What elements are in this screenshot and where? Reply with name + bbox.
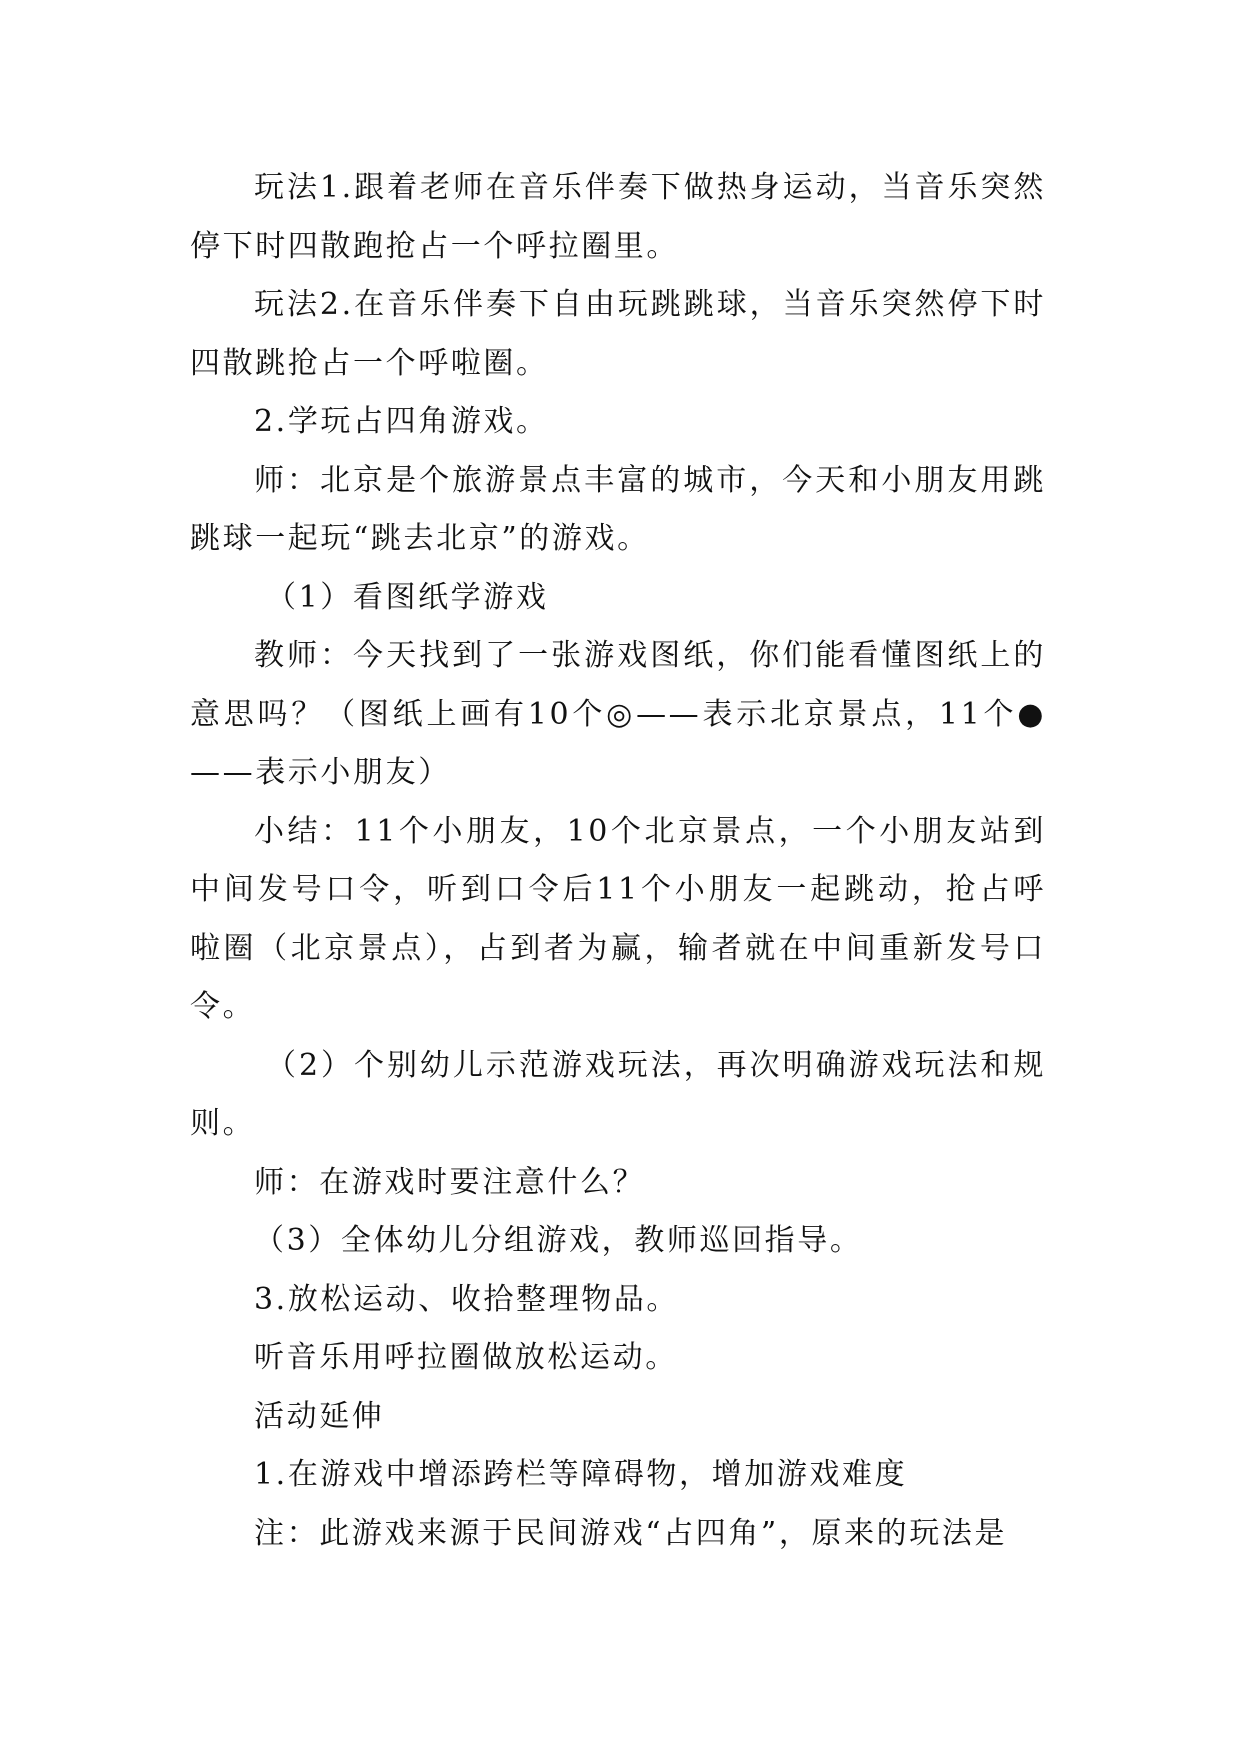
- paragraph-teacher-intro: 师：北京是个旅游景点丰富的城市，今天和小朋友用跳跳球一起玩“跳去北京”的游戏。: [190, 462, 1046, 556]
- paragraph-teacher-question: 师：在游戏时要注意什么？: [254, 1164, 646, 1200]
- paragraph-substep-1: （1）看图纸学游戏: [266, 579, 549, 615]
- paragraph-step-3-heading: 3.放松运动、收拾整理物品。: [254, 1281, 680, 1317]
- paragraph-step-2-heading: 2.学玩占四角游戏。: [254, 404, 549, 439]
- paragraph-extension-1: 1.在游戏中增添跨栏等障碍物，增加游戏难度: [254, 1457, 908, 1492]
- paragraph-teacher-map: 教师：今天找到了一张游戏图纸，你们能看懂图纸上的意思吗？（图纸上画有10个◎——表示北京景点，11个●——表示小朋友）: [190, 638, 1046, 790]
- paragraph-note: 注：此游戏来源于民间游戏“占四角”，原来的玩法是: [254, 1515, 1008, 1551]
- paragraph-play-method-1: 玩法1.跟着老师在音乐伴奏下做热身运动，当音乐突然停下时四散跑抢占一个呼拉圈里。: [190, 170, 1046, 264]
- paragraph-extension-heading: 活动延伸: [254, 1398, 385, 1434]
- paragraph-relax: 听音乐用呼拉圈做放松运动。: [254, 1340, 678, 1375]
- paragraph-substep-3: （3）全体幼儿分组游戏，教师巡回指导。: [254, 1223, 863, 1258]
- paragraph-summary: 小结：11个小朋友，10个北京景点，一个小朋友站到中间发号口令，听到口令后11个小朋友一起跳动，抢占呼啦圈（北京景点），占到者为赢，输者就在中间重新发号口令。: [190, 813, 1046, 1024]
- document-body: [190, 159, 1046, 1563]
- paragraph-substep-2: （2）个别幼儿示范游戏玩法，再次明确游戏玩法和规则。: [190, 1047, 1046, 1141]
- paragraph-play-method-2: 玩法2.在音乐伴奏下自由玩跳跳球，当音乐突然停下时四散跳抢占一个呼啦圈。: [190, 287, 1046, 381]
